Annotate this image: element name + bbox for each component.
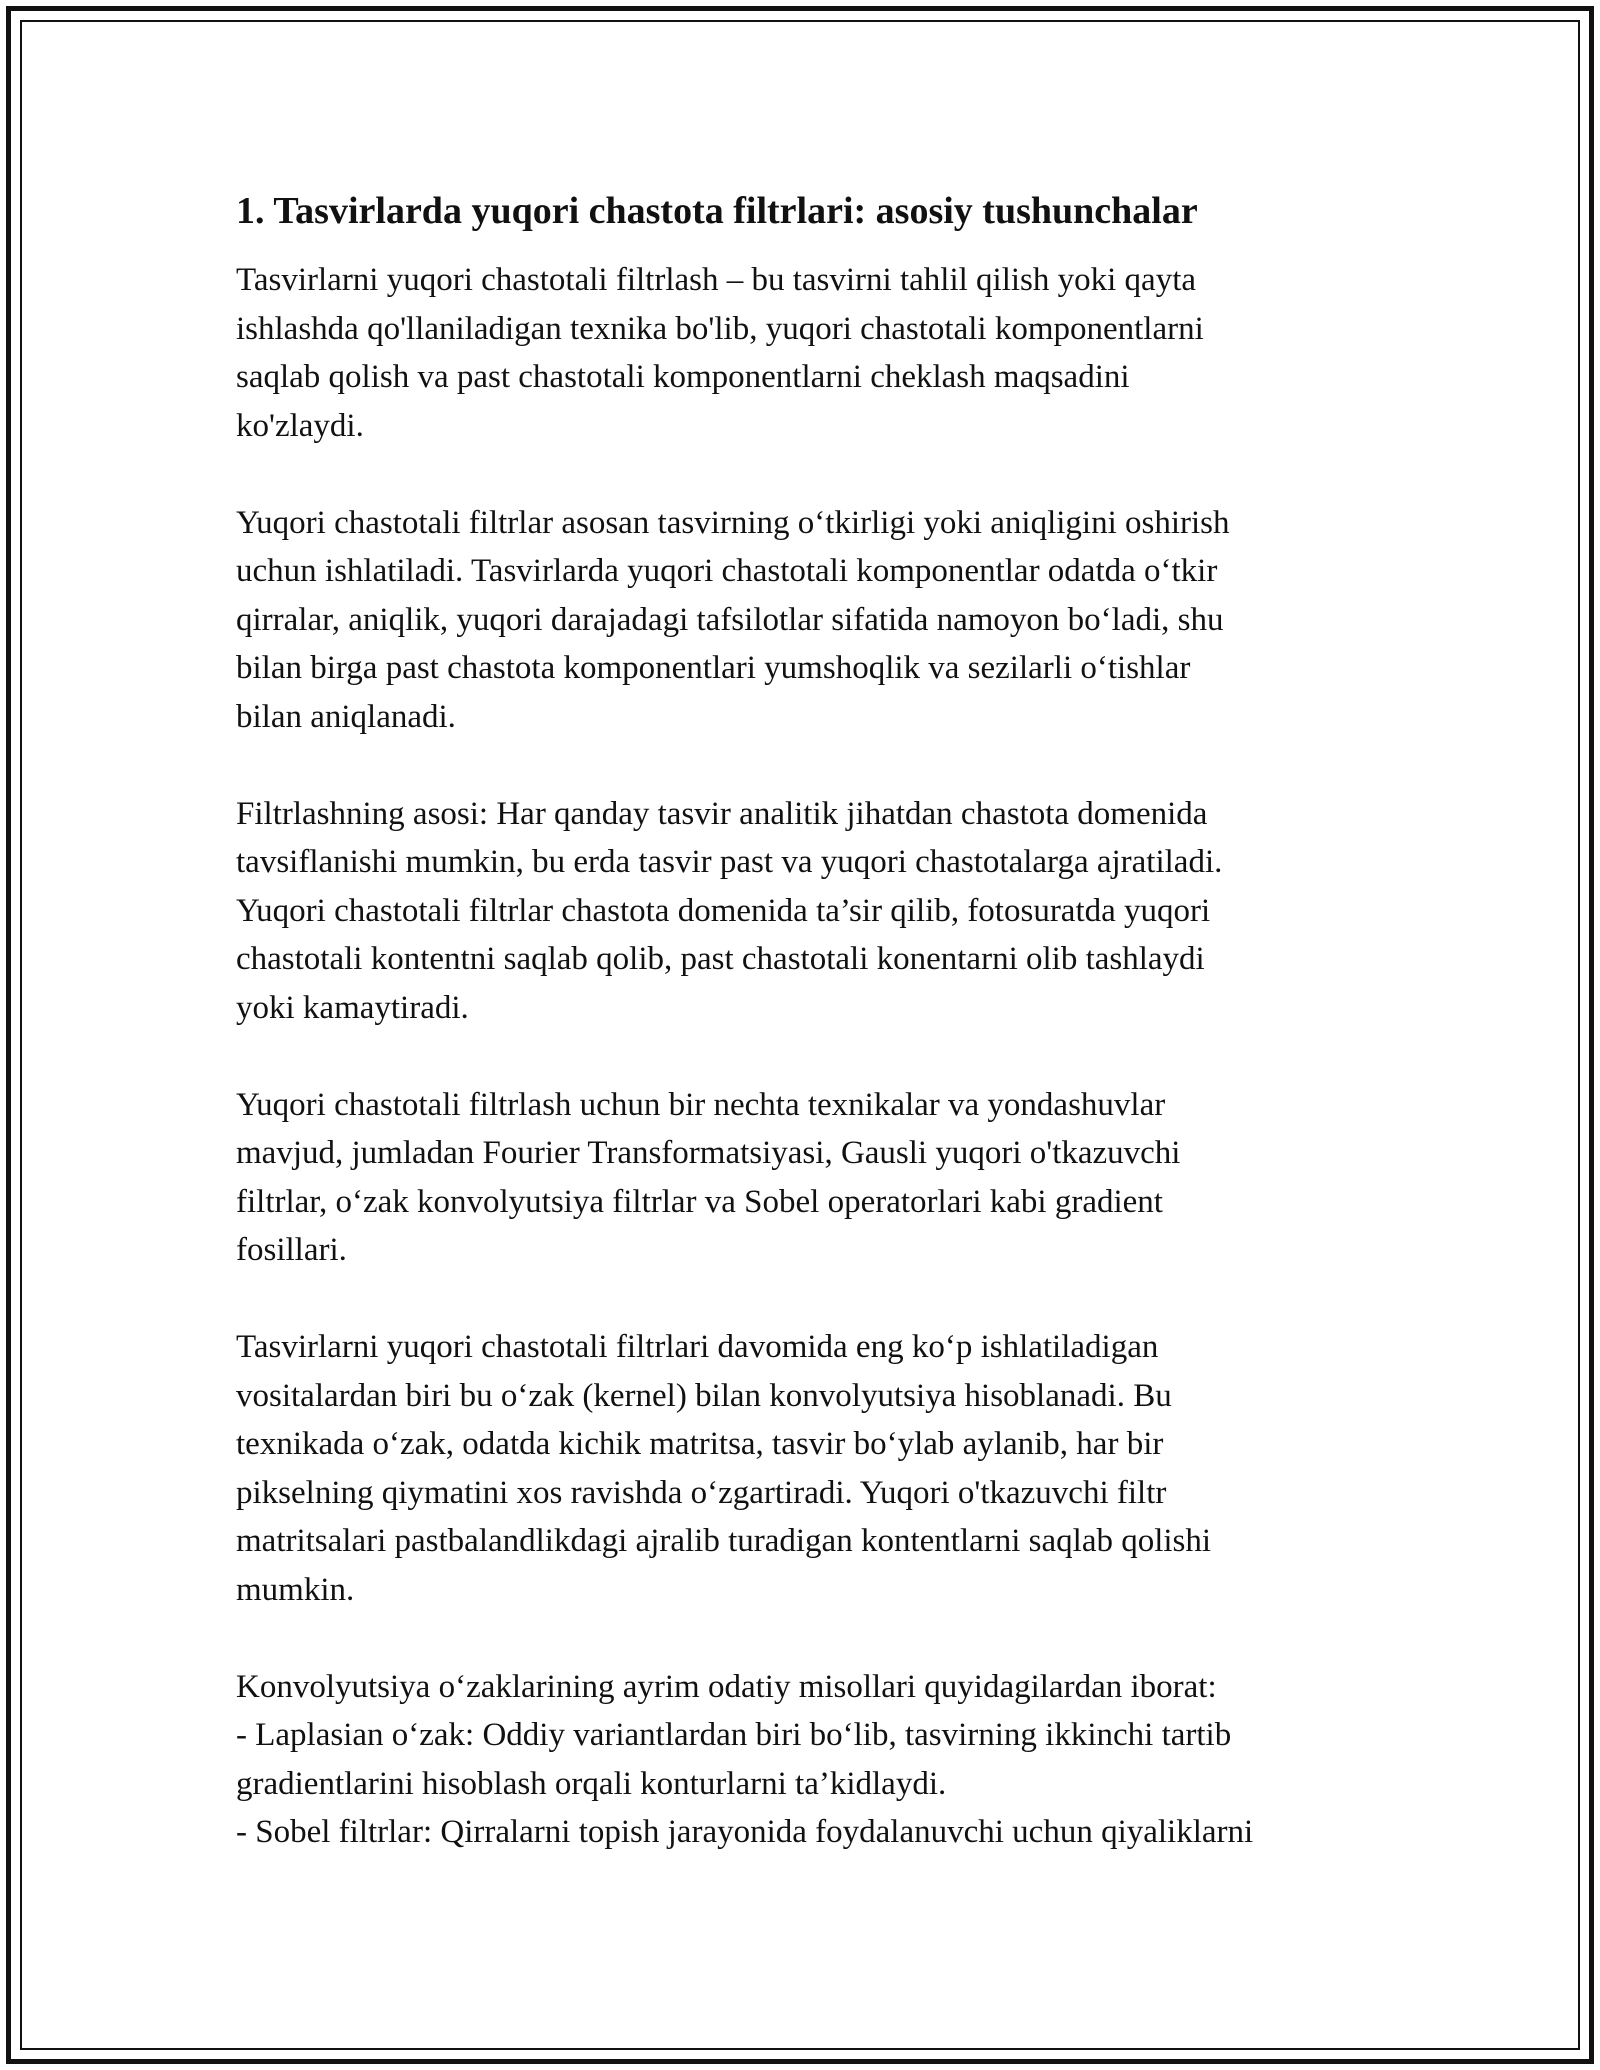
kernel-list-intro: Konvolyutsiya o‘zaklarining ayrim odatiy misollari quyidagilardan iborat:: [236, 1668, 1217, 1705]
paragraph-intro: Tasvirlarni yuqori chastotali filtrlash – bu tasvirni tahlil qilish yoki qayta ishlashda qo'llaniladigan texnika bo'lib, yuqori chastotali komponentlarni saqlab qolish va past chastotali komponentlarni cheklash maqsadini ko'zlaydi.: [236, 262, 1204, 444]
paragraph-techniques: Yuqori chastotali filtrlash uchun bir nechta texnikalar va yondashuvlar mavjud, jumladan Fourier Transformatsiyasi, Gausli yuqori o'tkazuvchi filtrlar, o‘zak konvolyutsiya filtrlar va Sobel operatorlari kabi gradient fosillari.: [236, 1086, 1181, 1268]
paragraph-filtering-basis: Filtrlashning asosi: Har qanday tasvir analitik jihatdan chastota domenida tavsiflanishi mumkin, bu erda tasvir past va yuqori chastotalarga ajratiladi. Yuqori chastotali filtrlar chastota domenida ta’sir qilib, fotosuratda yuqori chastotali kontentni saqlab qolib, past chastotali konentarni olib tashlaydi yoki kamaytiradi.: [236, 795, 1223, 1026]
list-item: - Sobel filtrlar: Qirralarni topish jarayonida foydalanuvchi uchun qiyaliklarni: [236, 1814, 1254, 1850]
paragraph-convolution: Tasvirlarni yuqori chastotali filtrlari davomida eng ko‘p ishlatiladigan vositalardan biri bu o‘zak (kernel) bilan konvolyutsiya hisoblanadi. Bu texnikada o‘zak, odatda kichik matritsa, tasvir bo‘ylab aylanib, har bir pikselning qiymatini xos ravishda o‘zgartiradi. Yuqori o'tkazuvchi filtr matritsalari pastbalandlikdagi ajralib turadigan kontentlarni saqlab qolishi mumkin.: [236, 1329, 1212, 1608]
list-item: gradientlarini hisoblash orqali konturlarni ta’kidlaydi.: [236, 1765, 947, 1802]
document-body: [236, 186, 1406, 1857]
section-heading: 1. Tasvirlarda yuqori chastota filtrlari: asosiy tushunchalar: [236, 190, 1198, 232]
list-item: - Laplasian o‘zak: Oddiy variantlardan biri bo‘lib, tasvirning ikkinchi tartib: [236, 1717, 1232, 1753]
paragraph-sharpness: Yuqori chastotali filtrlar asosan tasvirning o‘tkirligi yoki aniqligini oshirish uchun ishlatiladi. Tasvirlarda yuqori chastotali komponentlar odatda o‘tkir qirralar, aniqlik, yuqori darajadagi tafsilotlar sifatida namoyon bo‘ladi, shu bilan birga past chastota komponentlari yumshoqlik va sezilarli o‘tishlar bilan aniqlanadi.: [236, 504, 1230, 735]
